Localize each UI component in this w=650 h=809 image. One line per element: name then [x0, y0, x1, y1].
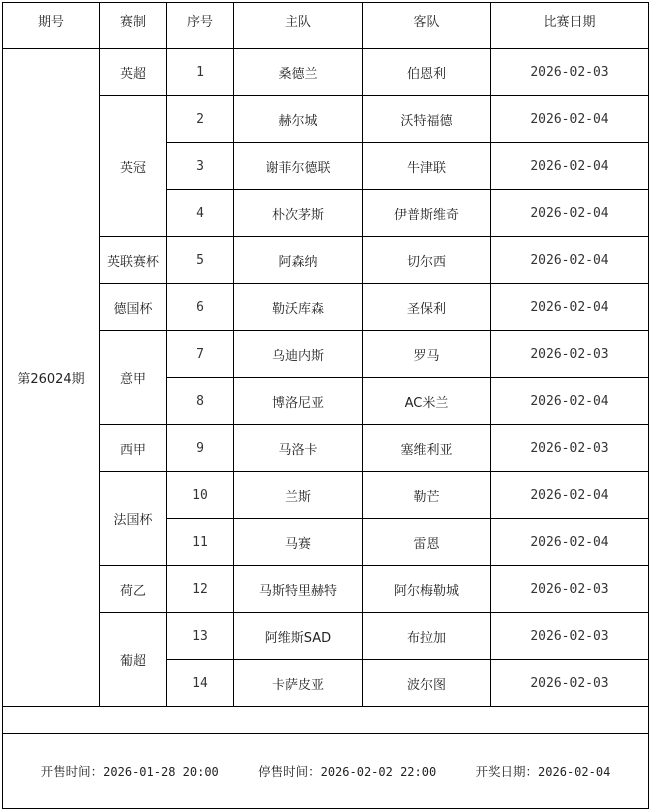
match-date-cell: 2026-02-04	[491, 237, 649, 284]
table-row	[3, 613, 649, 660]
away-team-cell: 雷恩	[363, 519, 491, 566]
seq-cell: 3	[167, 143, 234, 190]
match-date-cell: 2026-02-03	[491, 49, 649, 96]
header-seq: 序号	[167, 3, 234, 49]
seq-cell: 8	[167, 378, 234, 425]
footer-cell	[3, 734, 649, 809]
seq-cell: 9	[167, 425, 234, 472]
footer-line	[3, 762, 648, 780]
draw-date-label: 开奖日期：	[475, 764, 539, 779]
competition-cell: 英冠	[100, 96, 167, 237]
seq-cell: 13	[167, 613, 234, 660]
header-home: 主队	[234, 3, 363, 49]
away-team-cell: 沃特福德	[363, 96, 491, 143]
match-date-cell: 2026-02-04	[491, 378, 649, 425]
away-team-cell: 勒芒	[363, 472, 491, 519]
seq-cell: 7	[167, 331, 234, 378]
sale-start-label: 开售时间：	[40, 764, 104, 779]
sale-start-value: 2026-01-28 20:00	[103, 765, 219, 779]
sale-start-info	[41, 762, 219, 780]
competition-cell: 法国杯	[100, 472, 167, 566]
match-date-cell: 2026-02-04	[491, 472, 649, 519]
away-team-cell: AC米兰	[363, 378, 491, 425]
match-date-cell: 2026-02-04	[491, 143, 649, 190]
match-date-cell: 2026-02-04	[491, 519, 649, 566]
seq-cell: 1	[167, 49, 234, 96]
away-team-cell: 塞维利亚	[363, 425, 491, 472]
home-team-cell: 兰斯	[234, 472, 363, 519]
away-team-cell: 圣保利	[363, 284, 491, 331]
table-row	[3, 472, 649, 519]
header-period: 期号	[3, 3, 100, 49]
competition-cell: 德国杯	[100, 284, 167, 331]
away-team-cell: 波尔图	[363, 660, 491, 707]
seq-cell: 12	[167, 566, 234, 613]
competition-cell: 葡超	[100, 613, 167, 707]
match-date-cell: 2026-02-03	[491, 331, 649, 378]
home-team-cell: 赫尔城	[234, 96, 363, 143]
schedule-sheet	[2, 2, 649, 809]
home-team-cell: 朴次茅斯	[234, 190, 363, 237]
table-row	[3, 49, 649, 96]
seq-cell: 14	[167, 660, 234, 707]
home-team-cell: 马赛	[234, 519, 363, 566]
home-team-cell: 马斯特里赫特	[234, 566, 363, 613]
competition-cell: 意甲	[100, 331, 167, 425]
sale-stop-label: 停售时间：	[258, 764, 321, 779]
seq-cell: 11	[167, 519, 234, 566]
table-row	[3, 284, 649, 331]
match-date-cell: 2026-02-03	[491, 425, 649, 472]
competition-cell: 荷乙	[100, 566, 167, 613]
table-row	[3, 237, 649, 284]
home-team-cell: 桑德兰	[234, 49, 363, 96]
header-competition: 赛制	[100, 3, 167, 49]
seq-cell: 4	[167, 190, 234, 237]
away-team-cell: 布拉加	[363, 613, 491, 660]
table-row	[3, 425, 649, 472]
match-date-cell: 2026-02-03	[491, 660, 649, 707]
table-row	[3, 96, 649, 143]
header-row	[3, 3, 649, 49]
seq-cell: 5	[167, 237, 234, 284]
home-team-cell: 博洛尼亚	[234, 378, 363, 425]
competition-cell: 英联赛杯	[100, 237, 167, 284]
draw-date-info	[476, 762, 611, 780]
sale-stop-info	[258, 762, 436, 780]
match-schedule-table	[2, 2, 649, 809]
home-team-cell: 谢菲尔德联	[234, 143, 363, 190]
home-team-cell: 阿维斯SAD	[234, 613, 363, 660]
match-date-cell: 2026-02-03	[491, 613, 649, 660]
seq-cell: 6	[167, 284, 234, 331]
draw-date-value: 2026-02-04	[538, 765, 611, 779]
home-team-cell: 阿森纳	[234, 237, 363, 284]
table-row	[3, 566, 649, 613]
home-team-cell: 乌迪内斯	[234, 331, 363, 378]
away-team-cell: 切尔西	[363, 237, 491, 284]
away-team-cell: 罗马	[363, 331, 491, 378]
sale-stop-value: 2026-02-02 22:00	[320, 765, 437, 779]
spacer-cell	[3, 707, 649, 734]
home-team-cell: 卡萨皮亚	[234, 660, 363, 707]
competition-cell: 西甲	[100, 425, 167, 472]
match-date-cell: 2026-02-04	[491, 96, 649, 143]
header-away: 客队	[363, 3, 491, 49]
away-team-cell: 阿尔梅勒城	[363, 566, 491, 613]
away-team-cell: 伊普斯维奇	[363, 190, 491, 237]
header-date: 比赛日期	[491, 3, 649, 49]
period-cell: 第26024期	[3, 49, 100, 707]
home-team-cell: 勒沃库森	[234, 284, 363, 331]
home-team-cell: 马洛卡	[234, 425, 363, 472]
away-team-cell: 伯恩利	[363, 49, 491, 96]
away-team-cell: 牛津联	[363, 143, 491, 190]
match-date-cell: 2026-02-04	[491, 284, 649, 331]
schedule-body	[3, 49, 649, 707]
competition-cell: 英超	[100, 49, 167, 96]
footer-row	[3, 734, 649, 809]
table-row	[3, 331, 649, 378]
seq-cell: 10	[167, 472, 234, 519]
spacer-row	[3, 707, 649, 734]
match-date-cell: 2026-02-03	[491, 566, 649, 613]
seq-cell: 2	[167, 96, 234, 143]
match-date-cell: 2026-02-04	[491, 190, 649, 237]
